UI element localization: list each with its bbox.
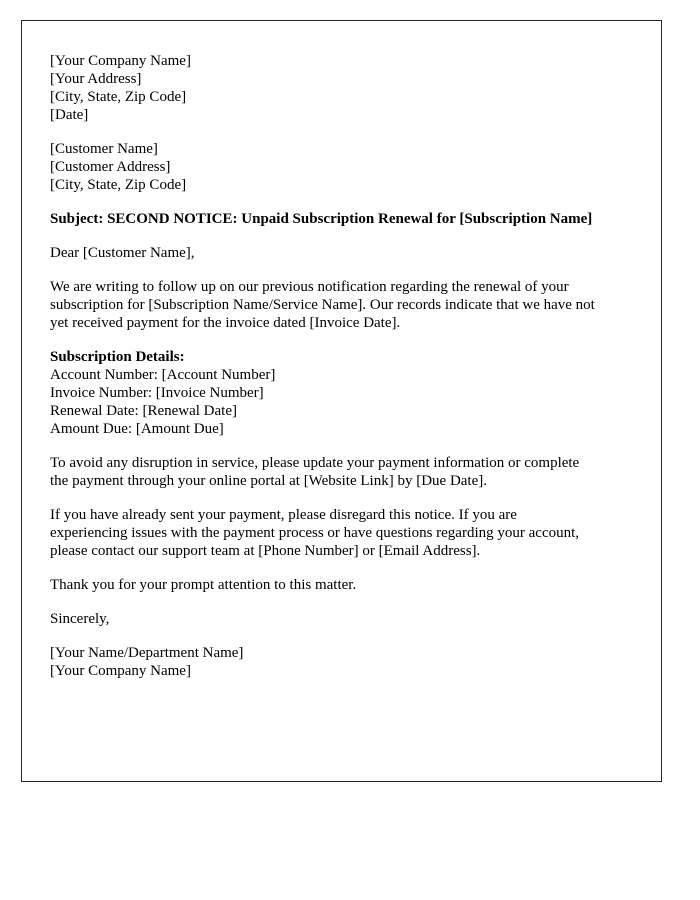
- sender-address-line: [Your Address]: [50, 71, 142, 87]
- recipient-name-line: [Customer Name]: [50, 141, 158, 157]
- invoice-number-line: Invoice Number: [Invoice Number]: [50, 385, 264, 401]
- action-line-1: To avoid any disruption in service, please update your payment information or complete: [50, 455, 580, 471]
- sender-company-line: [Your Company Name]: [50, 53, 191, 69]
- intro-line-3: yet received payment for the invoice dated [Invoice Date].: [50, 315, 401, 331]
- thanks-line: Thank you for your prompt attention to this matter.: [50, 577, 357, 593]
- disregard-paragraph: [50, 506, 633, 560]
- amount-due-line: Amount Due: [Amount Due]: [50, 421, 224, 437]
- account-number-line: Account Number: [Account Number]: [50, 367, 276, 383]
- closing-line: Sincerely,: [50, 611, 110, 627]
- sender-block: [50, 52, 633, 124]
- salutation-line: Dear [Customer Name],: [50, 245, 195, 261]
- signature-block: [50, 644, 633, 680]
- signature-name-line: [Your Name/Department Name]: [50, 645, 244, 661]
- payment-action-paragraph: [50, 454, 633, 490]
- recipient-block: [50, 140, 633, 194]
- letter-date-line: [Date]: [50, 107, 89, 123]
- sender-city-line: [City, State, Zip Code]: [50, 89, 187, 105]
- disregard-line-2: experiencing issues with the payment process or have questions regarding your account,: [50, 525, 580, 541]
- letter-document: [21, 20, 662, 782]
- details-heading: Subscription Details:: [50, 349, 185, 365]
- subscription-details-block: [50, 348, 633, 438]
- disregard-line-3: please contact our support team at [Phone Number] or [Email Address].: [50, 543, 481, 559]
- intro-line-1: We are writing to follow up on our previous notification regarding the renewal of your: [50, 279, 569, 295]
- disregard-line-1: If you have already sent your payment, please disregard this notice. If you are: [50, 507, 517, 523]
- action-line-2: the payment through your online portal at [Website Link] by [Due Date].: [50, 473, 487, 489]
- intro-paragraph: [50, 278, 633, 332]
- signature-company-line: [Your Company Name]: [50, 663, 191, 679]
- subject-line: Subject: SECOND NOTICE: Unpaid Subscription Renewal for [Subscription Name]: [50, 211, 593, 227]
- renewal-date-line: Renewal Date: [Renewal Date]: [50, 403, 237, 419]
- recipient-city-line: [City, State, Zip Code]: [50, 177, 187, 193]
- recipient-address-line: [Customer Address]: [50, 159, 171, 175]
- intro-line-2: subscription for [Subscription Name/Service Name]. Our records indicate that we have not: [50, 297, 595, 313]
